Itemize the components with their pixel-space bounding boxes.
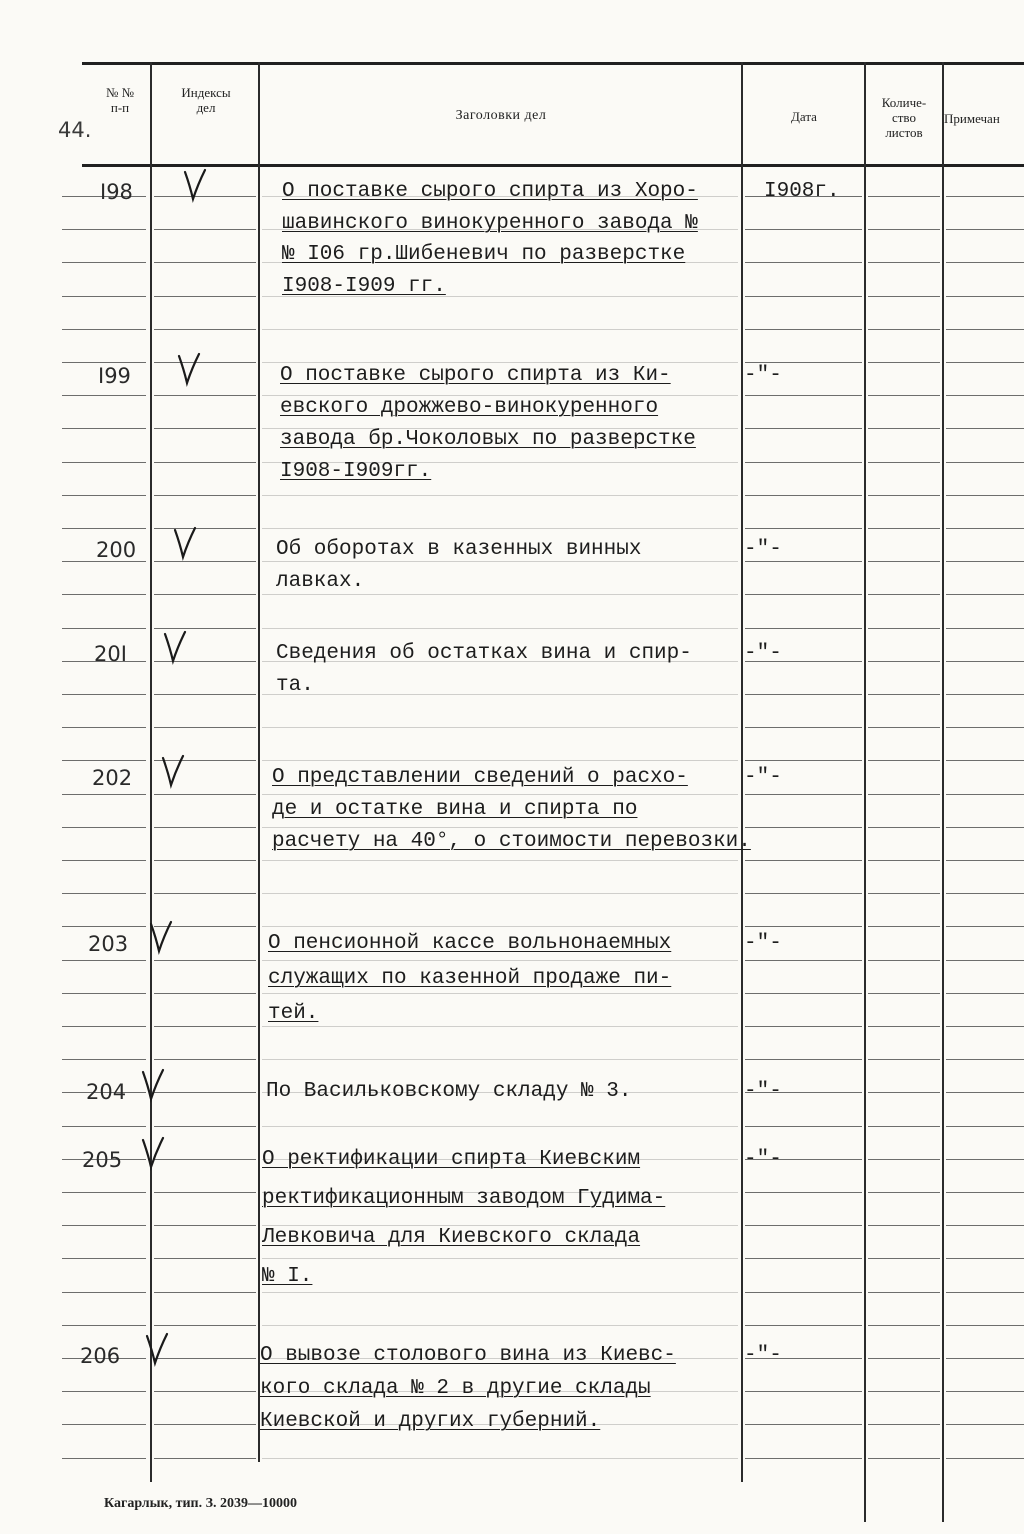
- ruled-line: [868, 262, 940, 263]
- ruled-line: [745, 727, 862, 728]
- ruled-line: [262, 827, 738, 828]
- ruled-line: [745, 893, 862, 894]
- ruled-line: [154, 1292, 256, 1293]
- case-title-line: О пенсионной кассе вольнонаемных: [268, 932, 672, 955]
- ruled-line: [868, 993, 940, 994]
- corner-number: 44.: [58, 118, 92, 142]
- case-title-line: та.: [276, 674, 314, 697]
- ruled-line: [745, 1192, 862, 1193]
- case-title-line: расчету на 40°, о стоимости перевозки.: [272, 830, 751, 853]
- ruled-line: [154, 296, 256, 297]
- ruled-line: [62, 362, 146, 363]
- ruled-line: [868, 960, 940, 961]
- checkmark-icon: [140, 1136, 166, 1170]
- ruled-line: [868, 1192, 940, 1193]
- ruled-line: [62, 993, 146, 994]
- ruled-line: [868, 395, 940, 396]
- case-title-line: Левковича для Киевского склада: [262, 1226, 641, 1249]
- ruled-line: [62, 827, 146, 828]
- ruled-line: [154, 462, 256, 463]
- ruled-line: [154, 229, 256, 230]
- ruled-line: [868, 196, 940, 197]
- ruled-line: [745, 993, 862, 994]
- ruled-line: [745, 926, 862, 927]
- case-date: -"-: [744, 1344, 782, 1367]
- checkmark-icon: [162, 630, 188, 664]
- ruled-line: [745, 694, 862, 695]
- ruled-line: [946, 661, 1024, 662]
- ruled-line: [154, 960, 256, 961]
- ruled-line: [868, 1358, 940, 1359]
- ruled-line: [745, 528, 862, 529]
- ruled-line: [262, 960, 738, 961]
- ruled-line: [262, 727, 738, 728]
- ruled-line: [745, 628, 862, 629]
- ruled-line: [262, 561, 738, 562]
- ruled-line: [946, 362, 1024, 363]
- row-number: 202: [92, 766, 133, 790]
- ruled-line: [868, 794, 940, 795]
- ruled-line: [868, 727, 940, 728]
- ruled-line: [62, 926, 146, 927]
- ruled-line: [154, 594, 256, 595]
- ruled-line: [946, 1391, 1024, 1392]
- ruled-line: [868, 329, 940, 330]
- header-top-rule: [82, 62, 1024, 65]
- ruled-line: [946, 329, 1024, 330]
- ruled-line: [154, 528, 256, 529]
- case-title-line: О ректификации спирта Киевским: [262, 1148, 641, 1171]
- ruled-line: [946, 1059, 1024, 1060]
- ruled-line: [262, 694, 738, 695]
- ruled-line: [868, 229, 940, 230]
- case-title-line: завода бр.Чоколовых по разверстке: [280, 428, 696, 451]
- ruled-line: [946, 1192, 1024, 1193]
- col-rule-2: [258, 62, 260, 1462]
- ruled-line: [745, 561, 862, 562]
- ruled-line: [946, 1325, 1024, 1326]
- ruled-line: [946, 296, 1024, 297]
- col-rule-3: [741, 62, 743, 1482]
- case-title-line: Сведения об остатках вина и спир-: [276, 642, 692, 665]
- ruled-line: [62, 1458, 146, 1459]
- ruled-line: [262, 1059, 738, 1060]
- col-rule-4: [864, 62, 866, 1522]
- ruled-line: [62, 329, 146, 330]
- ruled-line: [946, 1458, 1024, 1459]
- ruled-line: [946, 196, 1024, 197]
- ruled-line: [868, 1092, 940, 1093]
- ruled-line: [262, 1026, 738, 1027]
- ruled-line: [745, 1458, 862, 1459]
- ruled-line: [745, 1424, 862, 1425]
- case-title-line: О поставке сырого спирта из Хоро-: [282, 180, 698, 203]
- ruled-line: [154, 1126, 256, 1127]
- ruled-line: [745, 594, 862, 595]
- ruled-line: [62, 1059, 146, 1060]
- header-number-label: № № п-п: [105, 85, 135, 115]
- checkmark-icon: [176, 352, 202, 386]
- ruled-line: [868, 628, 940, 629]
- ruled-line: [262, 993, 738, 994]
- ruled-line: [62, 1258, 146, 1259]
- ruled-line: [868, 594, 940, 595]
- ruled-line: [62, 760, 146, 761]
- header-title: [262, 108, 740, 124]
- case-date: -"-: [744, 1080, 782, 1103]
- ruled-line: [745, 262, 862, 263]
- ruled-line: [154, 362, 256, 363]
- checkmark-icon: [144, 1332, 170, 1366]
- ruled-line: [262, 628, 738, 629]
- case-date: -"-: [744, 538, 782, 561]
- ruled-line: [62, 860, 146, 861]
- ruled-line: [62, 1325, 146, 1326]
- ruled-line: [946, 993, 1024, 994]
- ruled-line: [745, 1225, 862, 1226]
- row-number: 206: [80, 1344, 121, 1368]
- ruled-line: [154, 428, 256, 429]
- ruled-line: [745, 1391, 862, 1392]
- ruled-line: [62, 694, 146, 695]
- ruled-line: [262, 1292, 738, 1293]
- ruled-line: [154, 1026, 256, 1027]
- ruled-line: [868, 694, 940, 695]
- ruled-line: [868, 1458, 940, 1459]
- ruled-line: [745, 1292, 862, 1293]
- header-notes-label: Примечан: [944, 111, 1000, 126]
- ruled-line: [745, 827, 862, 828]
- ruled-line: [946, 462, 1024, 463]
- ruled-line: [154, 1092, 256, 1093]
- ruled-line: [946, 428, 1024, 429]
- ruled-line: [946, 760, 1024, 761]
- ruled-line: [868, 760, 940, 761]
- ruled-line: [154, 1391, 256, 1392]
- header-number: [88, 86, 152, 116]
- ruled-line: [745, 495, 862, 496]
- ruled-line: [946, 628, 1024, 629]
- case-title-line: кого склада № 2 в другие склады: [260, 1377, 651, 1400]
- ruled-line: [946, 926, 1024, 927]
- ruled-line: [154, 893, 256, 894]
- case-title-line: лавках.: [276, 570, 365, 593]
- ruled-line: [946, 1126, 1024, 1127]
- ruled-line: [154, 1059, 256, 1060]
- ruled-line: [262, 528, 738, 529]
- ruled-line: [745, 362, 862, 363]
- ruled-line: [154, 727, 256, 728]
- ruled-line: [946, 1258, 1024, 1259]
- ruled-line: [868, 528, 940, 529]
- ruled-line: [868, 495, 940, 496]
- ruled-line: [262, 1325, 738, 1326]
- case-date: -"-: [744, 766, 782, 789]
- ruled-line: [262, 860, 738, 861]
- ruled-line: [868, 1391, 940, 1392]
- ruled-line: [946, 1159, 1024, 1160]
- ruled-line: [62, 296, 146, 297]
- ruled-line: [946, 860, 1024, 861]
- ruled-line: [745, 395, 862, 396]
- ruled-line: [262, 594, 738, 595]
- ruled-line: [154, 628, 256, 629]
- checkmark-icon: [148, 920, 174, 954]
- ruled-line: [262, 926, 738, 927]
- ruled-line: [62, 395, 146, 396]
- ruled-line: [154, 860, 256, 861]
- ruled-line: [262, 893, 738, 894]
- ruled-line: [262, 1126, 738, 1127]
- ruled-line: [154, 827, 256, 828]
- ruled-line: [946, 893, 1024, 894]
- ruled-line: [262, 760, 738, 761]
- ruled-line: [868, 926, 940, 927]
- ruled-line: [62, 628, 146, 629]
- printer-footer: Кагарлык, тип. З. 2039—10000: [104, 1496, 298, 1511]
- ruled-line: [745, 760, 862, 761]
- ruled-line: [868, 362, 940, 363]
- ruled-line: [745, 1325, 862, 1326]
- case-title-line: № I06 гр.Шибеневич по разверстке: [282, 243, 686, 266]
- header-title-label: Заголовки дел: [455, 108, 547, 123]
- ruled-line: [262, 362, 738, 363]
- ruled-line: [946, 960, 1024, 961]
- row-number: 200: [96, 538, 137, 562]
- ruled-line: [154, 1258, 256, 1259]
- ruled-line: [262, 794, 738, 795]
- col-rule-1: [150, 62, 152, 1482]
- case-date: I908г.: [764, 180, 840, 203]
- ruled-line: [62, 1026, 146, 1027]
- row-number: 20I: [94, 642, 127, 666]
- ruled-line: [946, 594, 1024, 595]
- row-number: I98: [100, 180, 133, 204]
- ruled-line: [868, 1225, 940, 1226]
- ruled-line: [868, 296, 940, 297]
- header-notes: [944, 112, 1024, 127]
- ruled-line: [745, 860, 862, 861]
- ruled-line: [62, 1192, 146, 1193]
- ruled-line: [745, 1026, 862, 1027]
- header-index: [156, 86, 256, 116]
- ruled-line: [154, 794, 256, 795]
- case-date: -"-: [744, 642, 782, 665]
- ruled-line: [154, 495, 256, 496]
- ruled-line: [154, 993, 256, 994]
- ruled-line: [62, 594, 146, 595]
- ruled-line: [154, 1424, 256, 1425]
- ruled-line: [62, 1424, 146, 1425]
- ruled-line: [868, 1126, 940, 1127]
- ruled-line: [62, 495, 146, 496]
- ruled-line: [154, 1192, 256, 1193]
- ruled-line: [62, 727, 146, 728]
- ruled-line: [154, 262, 256, 263]
- ruled-line: [946, 1292, 1024, 1293]
- ruled-line: [62, 528, 146, 529]
- ruled-line: [262, 1258, 738, 1259]
- ruled-line: [745, 329, 862, 330]
- ruled-line: [868, 1424, 940, 1425]
- ruled-line: [154, 561, 256, 562]
- ruled-line: [946, 1358, 1024, 1359]
- ruled-line: [946, 1225, 1024, 1226]
- ruled-line: [745, 1059, 862, 1060]
- ruled-line: [262, 329, 738, 330]
- ruled-line: [946, 1424, 1024, 1425]
- case-title-line: № I.: [262, 1265, 313, 1288]
- ruled-line: [946, 561, 1024, 562]
- ruled-line: [868, 1159, 940, 1160]
- header-sheets-label: Количе- ство листов: [881, 95, 927, 140]
- checkmark-icon: [160, 754, 186, 788]
- ruled-line: [946, 229, 1024, 230]
- ruled-line: [62, 1126, 146, 1127]
- ruled-line: [62, 262, 146, 263]
- ruled-line: [745, 296, 862, 297]
- col-rule-5: [942, 62, 944, 1522]
- row-number: 203: [88, 932, 129, 956]
- case-title-line: I908-I909гг.: [280, 460, 432, 483]
- ruled-line: [745, 462, 862, 463]
- ruled-line: [745, 960, 862, 961]
- header-bottom-rule: [82, 164, 1024, 167]
- ruled-line: [62, 893, 146, 894]
- ruled-line: [154, 329, 256, 330]
- case-title-line: де и остатке вина и спирта по: [272, 798, 638, 821]
- ruled-line: [745, 229, 862, 230]
- checkmark-icon: [140, 1068, 166, 1102]
- ruled-line: [154, 1159, 256, 1160]
- ruled-line: [62, 462, 146, 463]
- ruled-line: [868, 1059, 940, 1060]
- ruled-line: [868, 462, 940, 463]
- ruled-line: [946, 1092, 1024, 1093]
- case-date: -"-: [744, 1148, 782, 1171]
- ruled-line: [154, 395, 256, 396]
- ruled-line: [868, 893, 940, 894]
- ruled-line: [62, 1292, 146, 1293]
- ruled-line: [868, 561, 940, 562]
- ruled-line: [745, 428, 862, 429]
- ruled-line: [946, 694, 1024, 695]
- ruled-line: [868, 1325, 940, 1326]
- ruled-line: [62, 428, 146, 429]
- ruled-line: [62, 794, 146, 795]
- ruled-line: [868, 661, 940, 662]
- row-number: I99: [98, 364, 131, 388]
- ruled-line: [868, 428, 940, 429]
- header-date-label: Дата: [791, 109, 817, 124]
- ruled-line: [868, 1292, 940, 1293]
- ruled-line: [62, 1391, 146, 1392]
- ruled-line: [946, 262, 1024, 263]
- case-title-line: О представлении сведений о расхо-: [272, 766, 688, 789]
- ruled-line: [946, 395, 1024, 396]
- ruled-line: [62, 1225, 146, 1226]
- ruled-line: [745, 1126, 862, 1127]
- checkmark-icon: [172, 526, 198, 560]
- case-title-line: тей.: [268, 1002, 319, 1025]
- case-title-line: О вывозе столового вина из Киевс-: [260, 1344, 676, 1367]
- ruled-line: [946, 528, 1024, 529]
- ruled-line: [946, 794, 1024, 795]
- ruled-line: [946, 495, 1024, 496]
- ruled-line: [62, 960, 146, 961]
- case-title-line: Киевской и других губерний.: [260, 1410, 601, 1433]
- case-date: -"-: [744, 364, 782, 387]
- ruled-line: [868, 860, 940, 861]
- ruled-line: [154, 694, 256, 695]
- ruled-line: [745, 1258, 862, 1259]
- header-sheets: [866, 96, 942, 141]
- case-title-line: ректификационным заводом Гудима-: [262, 1187, 666, 1210]
- case-title-line: О поставке сырого спирта из Ки-: [280, 364, 671, 387]
- header-index-label: Индексы дел: [181, 85, 231, 115]
- case-title-line: шавинского винокуренного завода №: [282, 212, 698, 235]
- ruled-line: [262, 1458, 738, 1459]
- case-title-line: I908-I909 гг.: [282, 275, 446, 298]
- ruled-line: [868, 1026, 940, 1027]
- checkmark-icon: [182, 168, 208, 202]
- ruled-line: [946, 827, 1024, 828]
- ruled-line: [154, 1325, 256, 1326]
- ruled-line: [154, 1458, 256, 1459]
- ruled-line: [946, 727, 1024, 728]
- row-number: 205: [82, 1148, 123, 1172]
- case-title-line: По Васильковскому складу № 3.: [266, 1080, 632, 1103]
- case-title-line: евского дрожжево-винокуренного: [280, 396, 659, 419]
- ruled-line: [868, 827, 940, 828]
- ruled-line: [262, 495, 738, 496]
- row-number: 204: [86, 1080, 127, 1104]
- ruled-line: [745, 794, 862, 795]
- ruled-line: [62, 229, 146, 230]
- ruled-line: [868, 1258, 940, 1259]
- case-date: -"-: [744, 932, 782, 955]
- case-title-line: служащих по казенной продаже пи-: [268, 967, 672, 990]
- case-title-line: Об оборотах в казенных винных: [276, 538, 642, 561]
- ruled-line: [154, 1225, 256, 1226]
- header-date: [744, 110, 864, 125]
- ruled-line: [946, 1026, 1024, 1027]
